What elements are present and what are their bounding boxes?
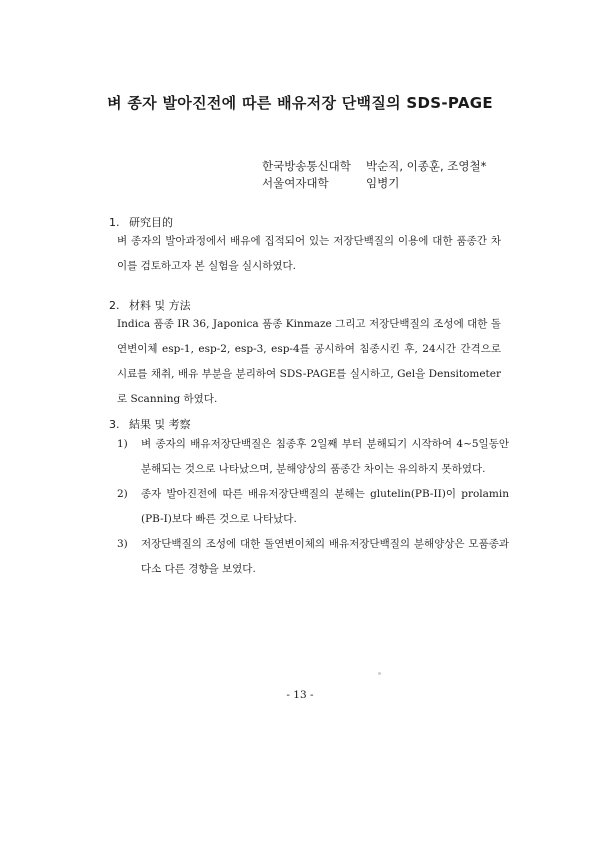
list-item-text: 종자 발아진전에 따른 배유저장단백질의 분해는 glutelin(PB-II)이 prolamin (PB-I)보다 빠른 것으로 나타났다. <box>141 488 509 525</box>
list-item-text: 저장단백질의 조성에 대한 돌연변이체의 배유저장단백질의 분해양상은 모품종과 다소 다른 경향을 보였다. <box>141 538 509 575</box>
author-row <box>262 158 486 175</box>
section-heading-methods <box>109 297 191 313</box>
section-number: 1. <box>109 216 120 229</box>
author-affiliation: 서울여자대학 <box>262 176 329 190</box>
list-item <box>117 482 509 532</box>
section-number: 2. <box>109 299 120 312</box>
section-title: 研究目的 <box>129 216 173 229</box>
list-marker: 1) <box>117 438 128 450</box>
author-names: 박순직, 이종훈, 조영철* <box>366 159 487 173</box>
author-row <box>262 175 486 192</box>
list-item-text: 벼 종자의 배유저장단백질은 침종후 2일째 부터 분해되기 시작하여 4~5일동안 분해되는 것으로 나타났으며, 분해양상의 품종간 차이는 유의하지 못하였다. <box>141 438 509 475</box>
page-number: - 13 - <box>286 689 314 701</box>
scan-speck <box>378 672 381 675</box>
section-title: 結果 및 考察 <box>129 418 191 431</box>
paper-title: 벼 종자 발아진전에 따른 배유저장 단백질의 SDS-PAGE <box>107 94 493 112</box>
list-marker: 3) <box>117 538 128 550</box>
section-number: 3. <box>109 418 120 431</box>
author-affiliation: 한국방송통신대학 <box>262 159 351 173</box>
section-paragraph: 벼 종자의 발아과정에서 배유에 집적되어 있는 저장단백질의 이용에 대한 품종간 차이를 검토하고자 본 실험을 실시하였다. <box>117 235 501 272</box>
section-heading-results <box>109 416 191 432</box>
section-title: 材料 및 方法 <box>129 299 191 312</box>
list-marker: 2) <box>117 488 128 500</box>
section-heading-purpose <box>109 214 173 230</box>
list-item <box>117 532 509 582</box>
results-list <box>117 432 509 582</box>
author-block <box>262 158 486 192</box>
list-item <box>117 432 509 482</box>
author-names: 임병기 <box>366 176 400 190</box>
section-paragraph: Indica 품종 IR 36, Japonica 품종 Kinmaze 그리고 저장단백질의 조성에 대한 돌연변이체 esp-1, esp-2, esp-3, esp-4를 공시하여 침종시킨 후, 24시간 간격으로 시료를 채취, 배유 부분을 분리하여 SDS-PAGE를 실시하고, Gel을 Densitometer로 Scanning 하였다. <box>117 318 501 405</box>
